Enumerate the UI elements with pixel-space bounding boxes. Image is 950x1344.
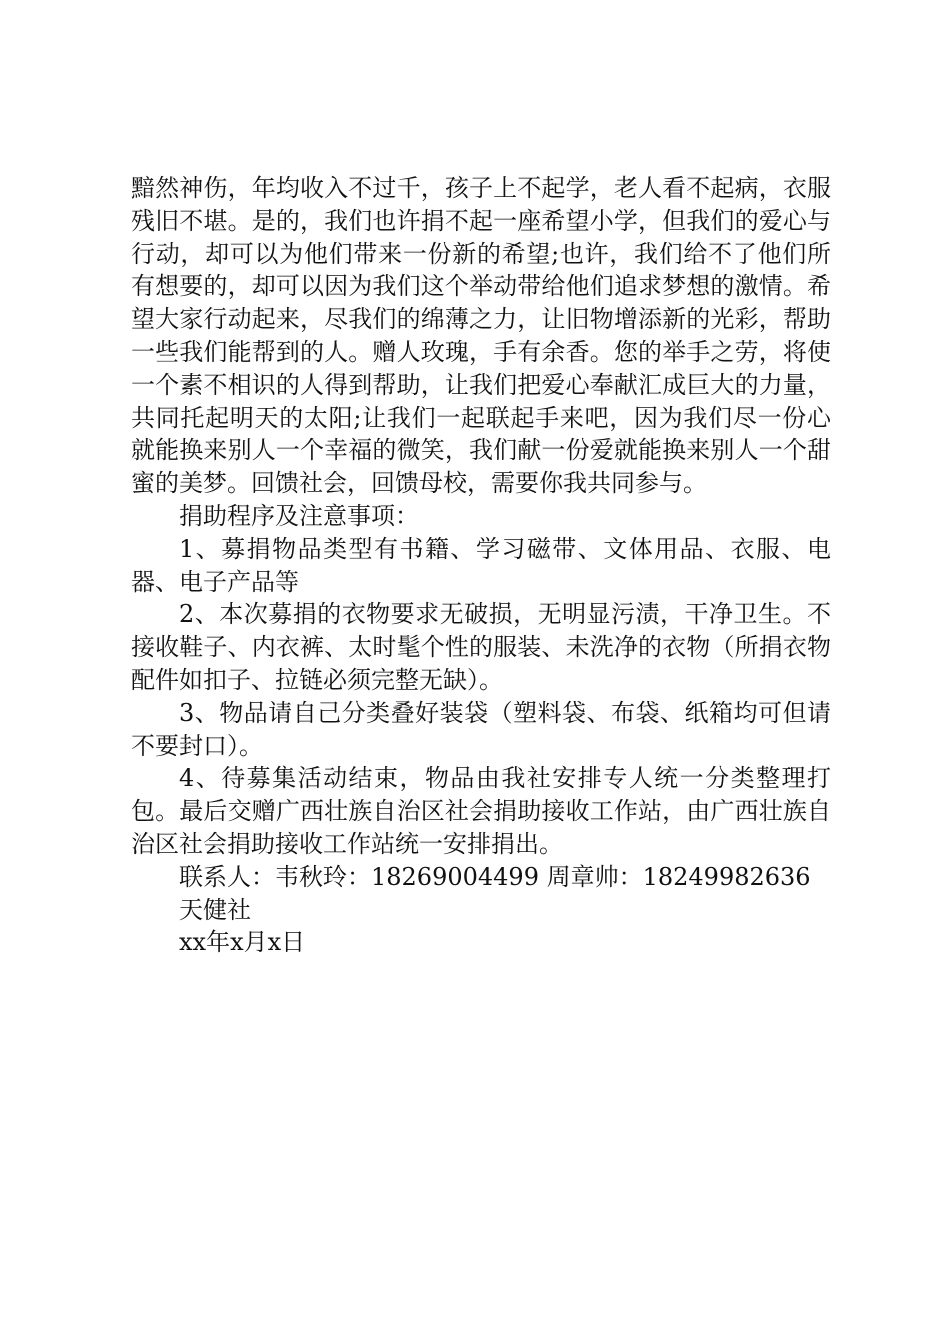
contact-line: 联系人：韦秋玲：18269004499 周章帅：18249982636	[179, 862, 811, 891]
procedure-item-4: 4、待募集活动结束，物品由我社安排专人统一分类整理打包。最后交赠广西壮族自治区社会捐助接收工作站，由广西壮族自治区社会捐助接收工作站统一安排捐出。	[131, 764, 831, 858]
organization-name: 天健社	[179, 895, 251, 924]
procedure-heading: 捐助程序及注意事项：	[179, 501, 419, 530]
document-date: xx年x月x日	[179, 928, 306, 957]
procedure-item-2: 2、本次募捐的衣物要求无破损，无明显污渍，干净卫生。不接收鞋子、内衣裤、太时髦个性的服装、未洗净的衣物（所捐衣物配件如扣子、拉链必须完整无缺）。	[131, 600, 831, 694]
procedure-item-3: 3、物品请自己分类叠好装袋（塑料袋、布袋、纸箱均可但请不要封口）。	[131, 698, 831, 760]
document-page	[131, 172, 831, 959]
intro-paragraph: 黯然神伤，年均收入不过千，孩子上不起学，老人看不起病，衣服残旧不堪。是的，我们也许捐不起一座希望小学，但我们的爱心与行动，却可以为他们带来一份新的希望;也许，我们给不了他们所有想要的，却可以因为我们这个举动带给他们追求梦想的激情。希望大家行动起来，尽我们的绵薄之力，让旧物增添新的光彩，帮助一些我们能帮到的人。赠人玫瑰，手有余香。您的举手之劳，将使一个素不相识的人得到帮助，让我们把爱心奉献汇成巨大的力量，共同托起明天的太阳;让我们一起联起手来吧，因为我们尽一份心就能换来别人一个幸福的微笑，我们献一份爱就能换来别人一个甜蜜的美梦。回馈社会，回馈母校，需要你我共同参与。	[131, 174, 831, 498]
procedure-item-1: 1、募捐物品类型有书籍、学习磁带、文体用品、衣服、电器、电子产品等	[131, 534, 831, 596]
